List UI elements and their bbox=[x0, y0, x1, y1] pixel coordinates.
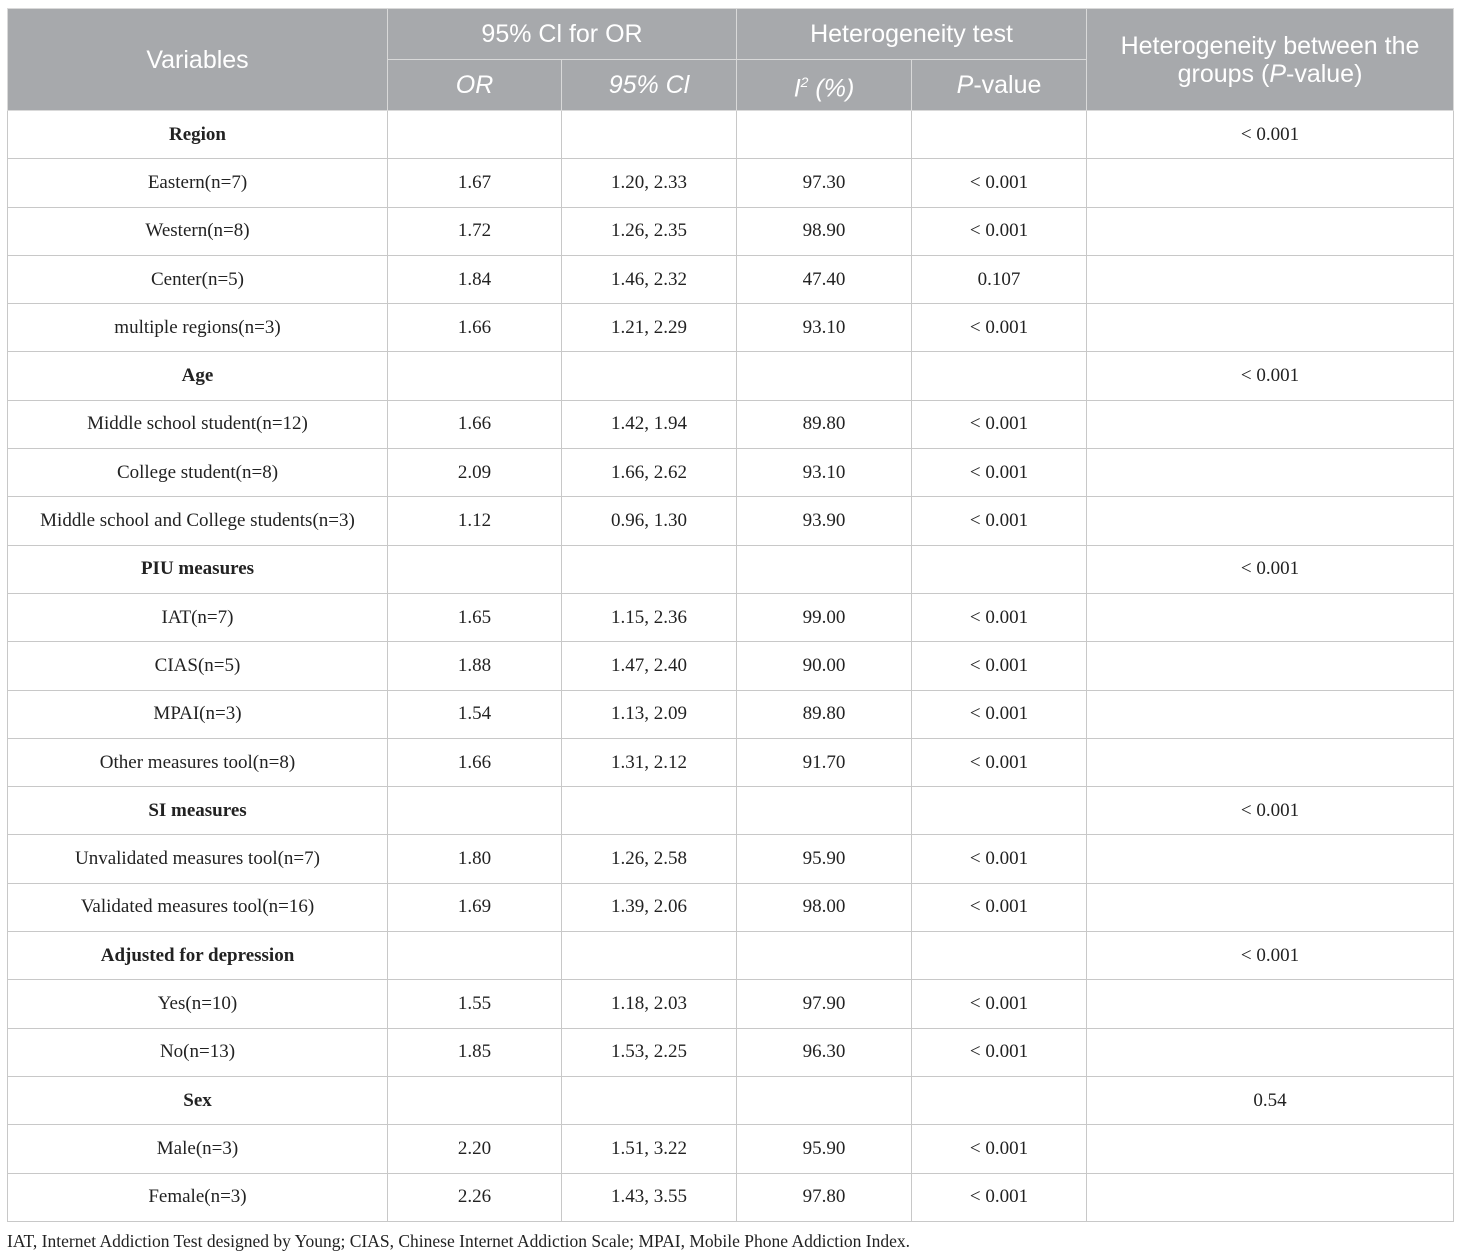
between-groups-cell bbox=[1087, 1125, 1454, 1173]
p-value-cell: < 0.001 bbox=[912, 980, 1087, 1028]
ci-cell: 0.96, 1.30 bbox=[562, 497, 737, 545]
i2-cell: 93.90 bbox=[737, 497, 912, 545]
i2-cell: 90.00 bbox=[737, 642, 912, 690]
ci-cell: 1.26, 2.58 bbox=[562, 835, 737, 883]
between-groups-cell bbox=[1087, 400, 1454, 448]
or-cell: 1.54 bbox=[388, 690, 562, 738]
ci-cell bbox=[562, 545, 737, 593]
ci-cell: 1.39, 2.06 bbox=[562, 883, 737, 931]
header-between-line2-p: P bbox=[1269, 59, 1286, 88]
or-cell: 1.80 bbox=[388, 835, 562, 883]
i2-cell: 96.30 bbox=[737, 1028, 912, 1076]
table-row bbox=[8, 738, 1454, 786]
p-value-cell: < 0.001 bbox=[912, 400, 1087, 448]
between-groups-cell bbox=[1087, 642, 1454, 690]
p-value-cell bbox=[912, 111, 1087, 159]
p-value-cell: < 0.001 bbox=[912, 304, 1087, 352]
i2-cell: 93.10 bbox=[737, 449, 912, 497]
i2-cell: 97.80 bbox=[737, 1173, 912, 1221]
header-i2 bbox=[737, 60, 912, 111]
variable-label-cell: SI measures bbox=[8, 787, 388, 835]
between-groups-cell bbox=[1087, 207, 1454, 255]
between-groups-cell: < 0.001 bbox=[1087, 545, 1454, 593]
variable-label-cell: Other measures tool(n=8) bbox=[8, 738, 388, 786]
header-variables: Variables bbox=[8, 9, 388, 111]
or-cell: 1.69 bbox=[388, 883, 562, 931]
ci-cell: 1.47, 2.40 bbox=[562, 642, 737, 690]
p-value-cell bbox=[912, 545, 1087, 593]
ci-cell: 1.46, 2.32 bbox=[562, 255, 737, 303]
ci-cell bbox=[562, 352, 737, 400]
p-value-cell bbox=[912, 352, 1087, 400]
between-groups-cell: < 0.001 bbox=[1087, 111, 1454, 159]
p-value-cell: < 0.001 bbox=[912, 690, 1087, 738]
p-value-cell: < 0.001 bbox=[912, 207, 1087, 255]
ci-cell: 1.15, 2.36 bbox=[562, 593, 737, 641]
ci-cell: 1.51, 3.22 bbox=[562, 1125, 737, 1173]
i2-cell: 97.90 bbox=[737, 980, 912, 1028]
p-value-cell: < 0.001 bbox=[912, 159, 1087, 207]
table-row bbox=[8, 449, 1454, 497]
table-row bbox=[8, 980, 1454, 1028]
variable-label-cell: Unvalidated measures tool(n=7) bbox=[8, 835, 388, 883]
or-cell bbox=[388, 352, 562, 400]
table-row bbox=[8, 1173, 1454, 1221]
table-row bbox=[8, 159, 1454, 207]
between-groups-cell bbox=[1087, 1173, 1454, 1221]
variable-label-cell: CIAS(n=5) bbox=[8, 642, 388, 690]
between-groups-cell: < 0.001 bbox=[1087, 932, 1454, 980]
header-p-value bbox=[912, 60, 1087, 111]
variable-label-cell: multiple regions(n=3) bbox=[8, 304, 388, 352]
p-value-cell bbox=[912, 787, 1087, 835]
p-value-cell: 0.107 bbox=[912, 255, 1087, 303]
p-value-cell: < 0.001 bbox=[912, 835, 1087, 883]
ci-cell: 1.53, 2.25 bbox=[562, 1028, 737, 1076]
variable-label-cell: Center(n=5) bbox=[8, 255, 388, 303]
i2-cell: 95.90 bbox=[737, 835, 912, 883]
or-cell: 1.12 bbox=[388, 497, 562, 545]
i2-cell: 98.00 bbox=[737, 883, 912, 931]
i2-cell: 89.80 bbox=[737, 690, 912, 738]
table-row bbox=[8, 255, 1454, 303]
between-groups-cell bbox=[1087, 304, 1454, 352]
ci-cell bbox=[562, 1076, 737, 1124]
p-value-cell: < 0.001 bbox=[912, 883, 1087, 931]
header-i2-superscript: 2 bbox=[800, 73, 809, 90]
variable-label-cell: Region bbox=[8, 111, 388, 159]
p-value-cell: < 0.001 bbox=[912, 593, 1087, 641]
p-value-cell: < 0.001 bbox=[912, 1173, 1087, 1221]
table-row bbox=[8, 690, 1454, 738]
i2-cell: 98.90 bbox=[737, 207, 912, 255]
subgroup-analysis-table bbox=[7, 8, 1454, 1222]
header-or: OR bbox=[388, 60, 562, 111]
i2-cell bbox=[737, 352, 912, 400]
variable-label-cell: Yes(n=10) bbox=[8, 980, 388, 1028]
between-groups-cell: < 0.001 bbox=[1087, 352, 1454, 400]
between-groups-cell bbox=[1087, 738, 1454, 786]
variable-label-cell: PIU measures bbox=[8, 545, 388, 593]
table-row bbox=[8, 593, 1454, 641]
between-groups-cell bbox=[1087, 255, 1454, 303]
variable-label-cell: Eastern(n=7) bbox=[8, 159, 388, 207]
variable-label-cell: Western(n=8) bbox=[8, 207, 388, 255]
variable-label-cell: College student(n=8) bbox=[8, 449, 388, 497]
variable-label-cell: Middle school student(n=12) bbox=[8, 400, 388, 448]
or-cell: 1.65 bbox=[388, 593, 562, 641]
table-group-row bbox=[8, 787, 1454, 835]
header-p-suffix: -value bbox=[973, 71, 1042, 99]
table-group-row bbox=[8, 111, 1454, 159]
table-row bbox=[8, 304, 1454, 352]
table-row bbox=[8, 497, 1454, 545]
or-cell bbox=[388, 1076, 562, 1124]
i2-cell bbox=[737, 1076, 912, 1124]
table-row bbox=[8, 1028, 1454, 1076]
p-value-cell bbox=[912, 932, 1087, 980]
table-group-row bbox=[8, 352, 1454, 400]
p-value-cell: < 0.001 bbox=[912, 1028, 1087, 1076]
between-groups-cell: 0.54 bbox=[1087, 1076, 1454, 1124]
header-p-letter: P bbox=[956, 71, 974, 99]
p-value-cell: < 0.001 bbox=[912, 1125, 1087, 1173]
header-heterogeneity-between-groups bbox=[1087, 9, 1454, 111]
ci-cell: 1.43, 3.55 bbox=[562, 1173, 737, 1221]
ci-cell: 1.13, 2.09 bbox=[562, 690, 737, 738]
variable-label-cell: Age bbox=[8, 352, 388, 400]
or-cell: 1.72 bbox=[388, 207, 562, 255]
p-value-cell bbox=[912, 1076, 1087, 1124]
i2-cell: 93.10 bbox=[737, 304, 912, 352]
i2-cell: 99.00 bbox=[737, 593, 912, 641]
between-groups-cell bbox=[1087, 690, 1454, 738]
p-value-cell: < 0.001 bbox=[912, 642, 1087, 690]
ci-cell: 1.42, 1.94 bbox=[562, 400, 737, 448]
header-ci-group: 95% Cl for OR bbox=[388, 9, 737, 60]
header-i2-unit: (%) bbox=[808, 74, 855, 103]
p-value-cell: < 0.001 bbox=[912, 497, 1087, 545]
table-footnote: IAT, Internet Addiction Test designed by Young; CIAS, Chinese Internet Addiction Scale; MPAI, Mobile Phone Addiction Index. bbox=[7, 1231, 911, 1251]
or-cell: 2.09 bbox=[388, 449, 562, 497]
table-group-row bbox=[8, 545, 1454, 593]
ci-cell: 1.26, 2.35 bbox=[562, 207, 737, 255]
or-cell: 1.85 bbox=[388, 1028, 562, 1076]
table-row bbox=[8, 207, 1454, 255]
header-between-line1: Heterogeneity between the bbox=[1120, 31, 1420, 60]
variable-label-cell: Validated measures tool(n=16) bbox=[8, 883, 388, 931]
variable-label-cell: No(n=13) bbox=[8, 1028, 388, 1076]
ci-cell: 1.20, 2.33 bbox=[562, 159, 737, 207]
or-cell bbox=[388, 787, 562, 835]
i2-cell: 89.80 bbox=[737, 400, 912, 448]
or-cell: 2.26 bbox=[388, 1173, 562, 1221]
ci-cell: 1.66, 2.62 bbox=[562, 449, 737, 497]
between-groups-cell bbox=[1087, 1028, 1454, 1076]
i2-cell bbox=[737, 932, 912, 980]
p-value-cell: < 0.001 bbox=[912, 449, 1087, 497]
or-cell bbox=[388, 111, 562, 159]
or-cell bbox=[388, 545, 562, 593]
table-group-row bbox=[8, 932, 1454, 980]
table-row bbox=[8, 883, 1454, 931]
variable-label-cell: Adjusted for depression bbox=[8, 932, 388, 980]
between-groups-cell bbox=[1087, 883, 1454, 931]
i2-cell: 95.90 bbox=[737, 1125, 912, 1173]
table-header bbox=[8, 9, 1454, 111]
table-row bbox=[8, 400, 1454, 448]
between-groups-cell bbox=[1087, 835, 1454, 883]
or-cell: 1.88 bbox=[388, 642, 562, 690]
variable-label-cell: IAT(n=7) bbox=[8, 593, 388, 641]
between-groups-cell bbox=[1087, 159, 1454, 207]
variable-label-cell: Sex bbox=[8, 1076, 388, 1124]
or-cell: 1.55 bbox=[388, 980, 562, 1028]
table-row bbox=[8, 835, 1454, 883]
table-body bbox=[8, 111, 1454, 1222]
ci-cell: 1.21, 2.29 bbox=[562, 304, 737, 352]
or-cell bbox=[388, 932, 562, 980]
ci-cell bbox=[562, 932, 737, 980]
subgroup-table-container bbox=[7, 8, 1453, 1222]
ci-cell: 1.18, 2.03 bbox=[562, 980, 737, 1028]
i2-cell: 47.40 bbox=[737, 255, 912, 303]
i2-cell: 91.70 bbox=[737, 738, 912, 786]
table-row bbox=[8, 1125, 1454, 1173]
header-heterogeneity-test: Heterogeneity test bbox=[737, 9, 1087, 60]
between-groups-cell bbox=[1087, 497, 1454, 545]
header-ci: 95% Cl bbox=[562, 60, 737, 111]
table-row bbox=[8, 642, 1454, 690]
p-value-cell: < 0.001 bbox=[912, 738, 1087, 786]
i2-cell: 97.30 bbox=[737, 159, 912, 207]
header-between-line2-post: -value) bbox=[1286, 59, 1363, 88]
ci-cell bbox=[562, 111, 737, 159]
variable-label-cell: Male(n=3) bbox=[8, 1125, 388, 1173]
or-cell: 1.67 bbox=[388, 159, 562, 207]
header-i2-letter: I bbox=[793, 74, 801, 103]
ci-cell: 1.31, 2.12 bbox=[562, 738, 737, 786]
header-between-line2-pre: groups ( bbox=[1177, 59, 1270, 88]
or-cell: 2.20 bbox=[388, 1125, 562, 1173]
or-cell: 1.66 bbox=[388, 304, 562, 352]
ci-cell bbox=[562, 787, 737, 835]
i2-cell bbox=[737, 545, 912, 593]
between-groups-cell bbox=[1087, 449, 1454, 497]
between-groups-cell bbox=[1087, 980, 1454, 1028]
or-cell: 1.66 bbox=[388, 400, 562, 448]
variable-label-cell: MPAI(n=3) bbox=[8, 690, 388, 738]
or-cell: 1.66 bbox=[388, 738, 562, 786]
or-cell: 1.84 bbox=[388, 255, 562, 303]
i2-cell bbox=[737, 111, 912, 159]
table-group-row bbox=[8, 1076, 1454, 1124]
variable-label-cell: Middle school and College students(n=3) bbox=[8, 497, 388, 545]
variable-label-cell: Female(n=3) bbox=[8, 1173, 388, 1221]
i2-cell bbox=[737, 787, 912, 835]
between-groups-cell bbox=[1087, 593, 1454, 641]
between-groups-cell: < 0.001 bbox=[1087, 787, 1454, 835]
